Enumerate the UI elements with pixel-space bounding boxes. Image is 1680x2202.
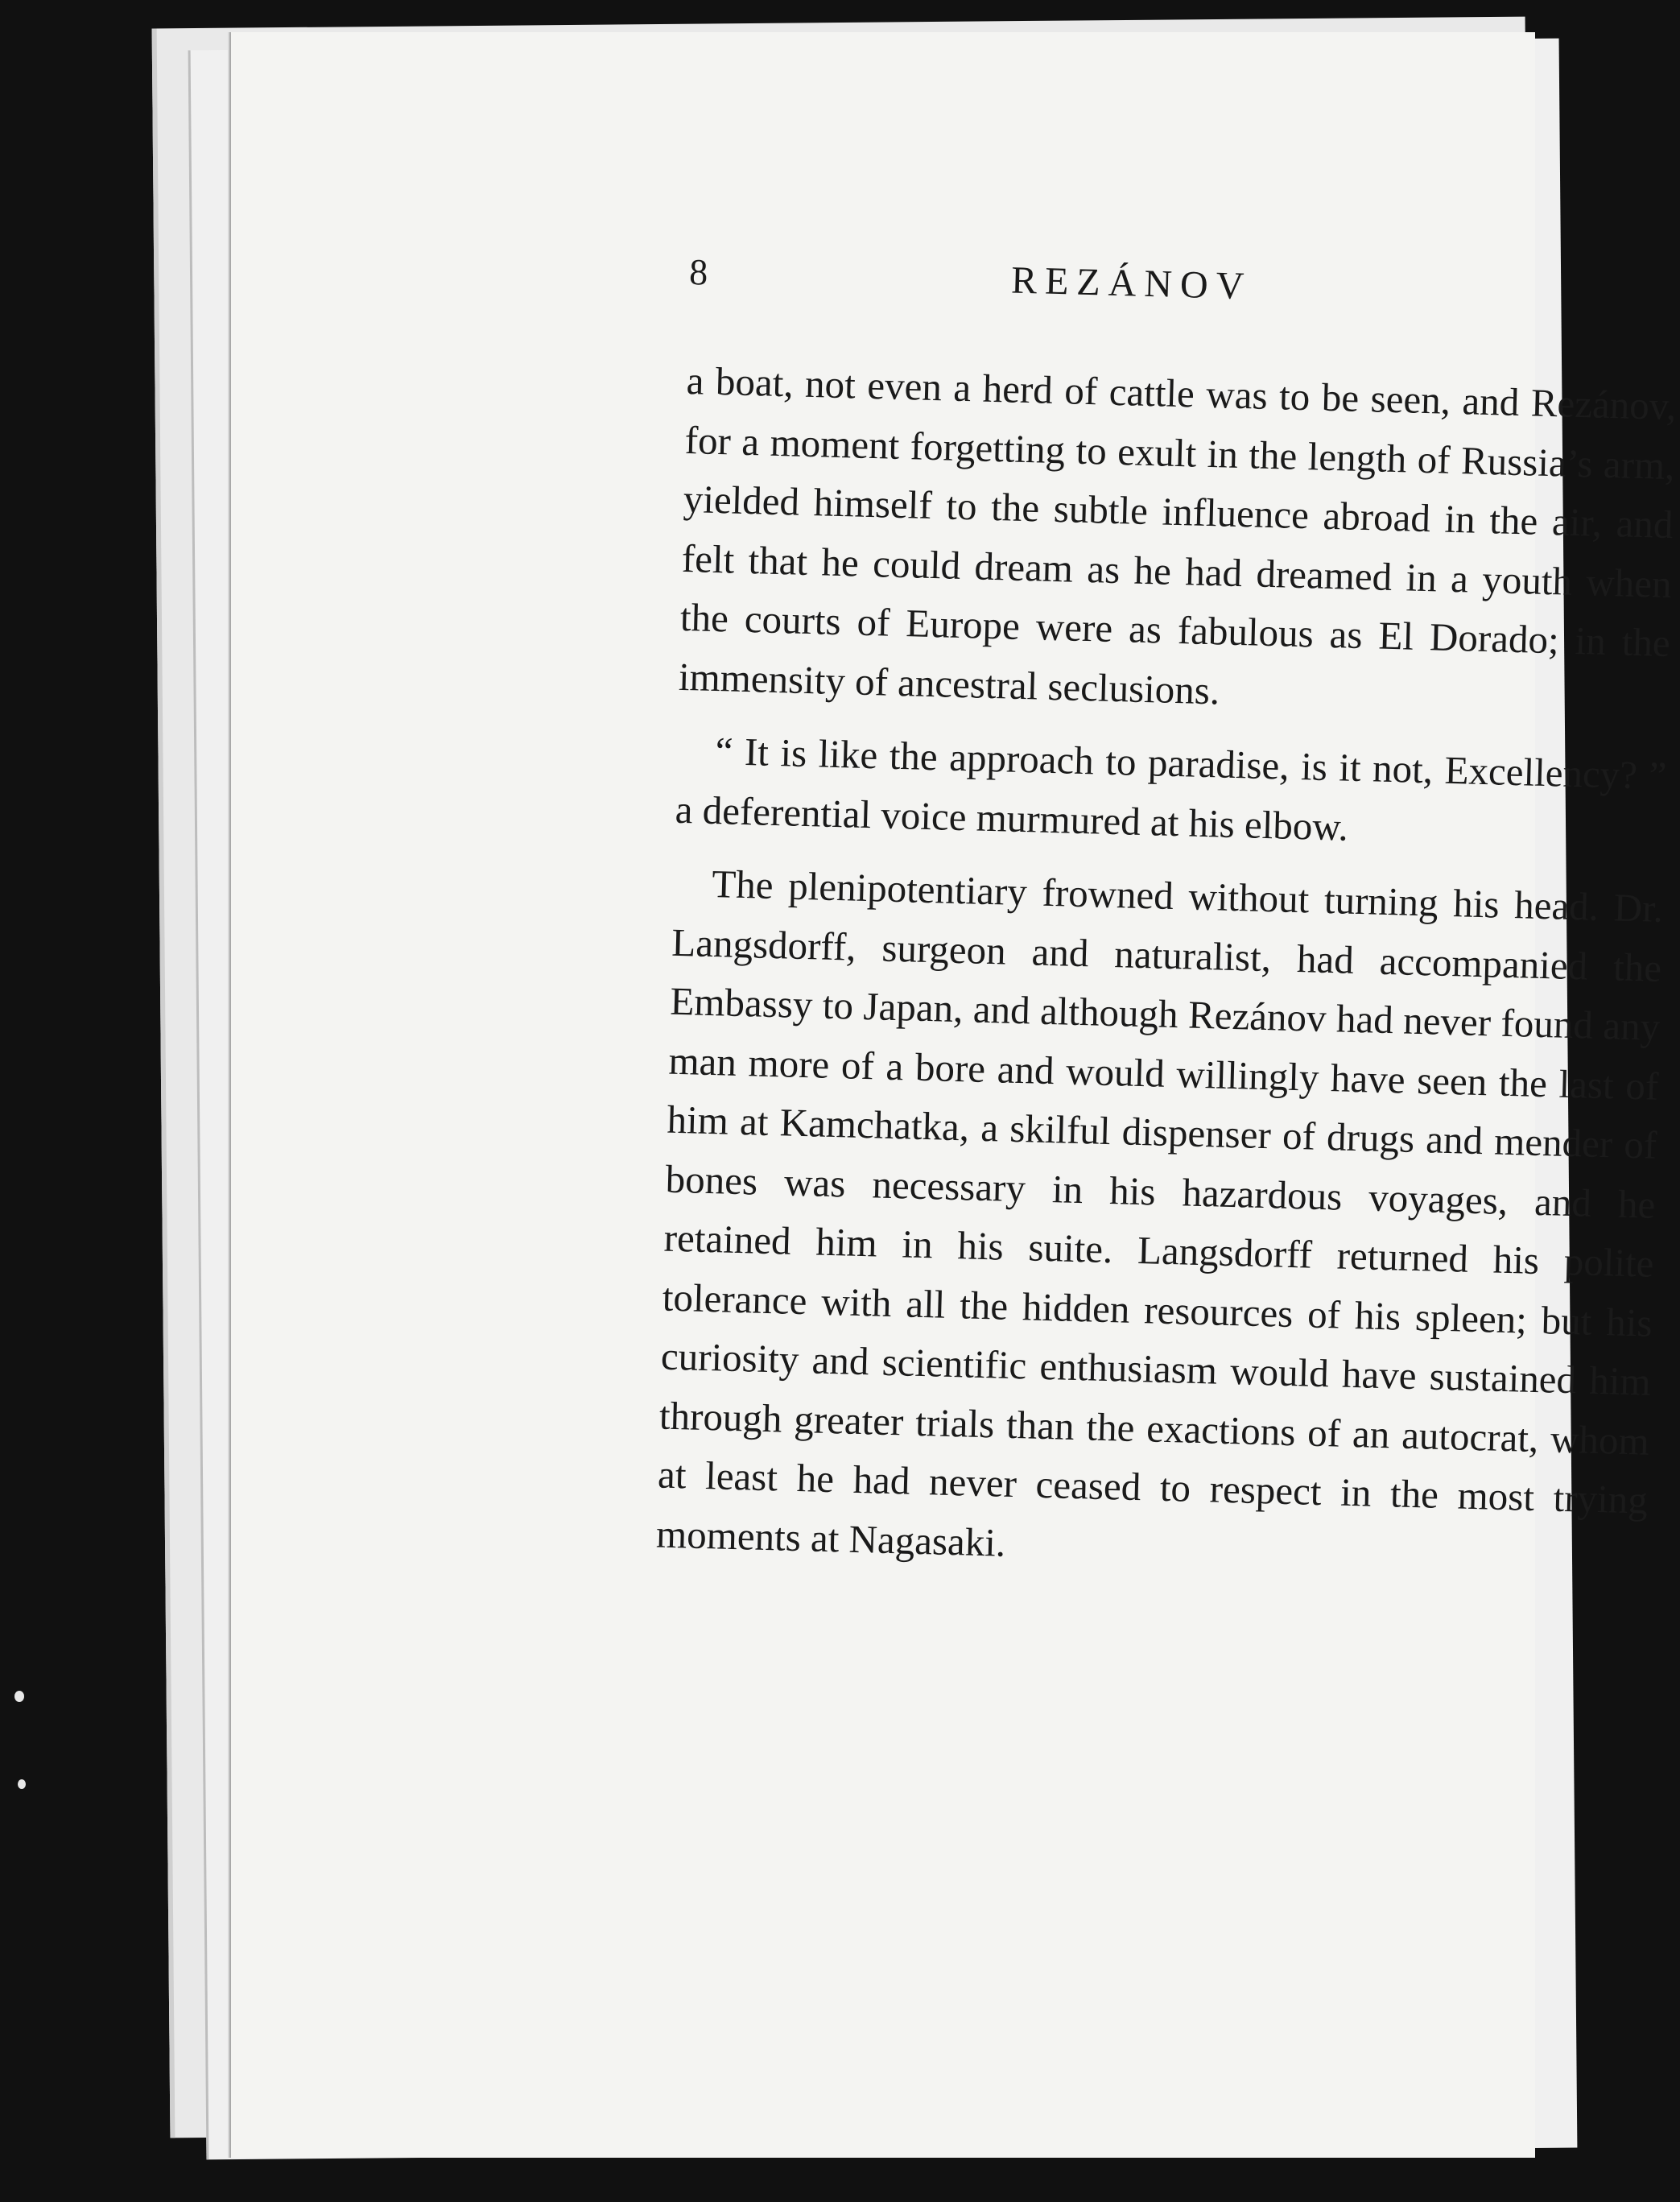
running-title: REZÁNOV — [1010, 258, 1253, 308]
paragraph-1: a boat, not even a herd of cattle was to be seen, and Rezánov, for a moment forgetting to exult in the length of Russia’s arm, yielded himself to the subtle influence abroad in the air, and felt that he could dream as he had dreamed in a youth when the courts of Europe were as fabulous as El Dorado; in the immensity of ancestral seclusions. — [678, 357, 1678, 713]
scan-speck — [14, 1691, 24, 1702]
paragraph-2: “ It is like the approach to paradise, is it not, Excellency? ” a deferential voice murmured at his elbow. — [675, 729, 1668, 849]
running-head — [688, 250, 1680, 340]
paragraph-3: The plenipotentiary frowned without turning his head. Dr. Langsdorff, surgeon and naturalist, had accompanied the Embassy to Japan, and although Rezánov had never found any man more of a bore and would willingly have seen the last of him at Kamchatka, a skilful dispenser of drugs and mender of bones was necessary in his hazardous voyages, and he retained him in his suite. Langsdorff returned his polite tolerance with all the hidden resources of his spleen; but his curiosity and scientific enthusiasm would have sustained him through greater trials than the exactions of an autocrat, whom at least he had never ceased to respect in the most trying moments at Nagasaki. — [655, 861, 1664, 1565]
page-number: 8 — [688, 250, 708, 293]
scan-speck — [18, 1779, 26, 1789]
page-text-block — [655, 250, 1679, 1589]
book-page — [229, 32, 1678, 2158]
